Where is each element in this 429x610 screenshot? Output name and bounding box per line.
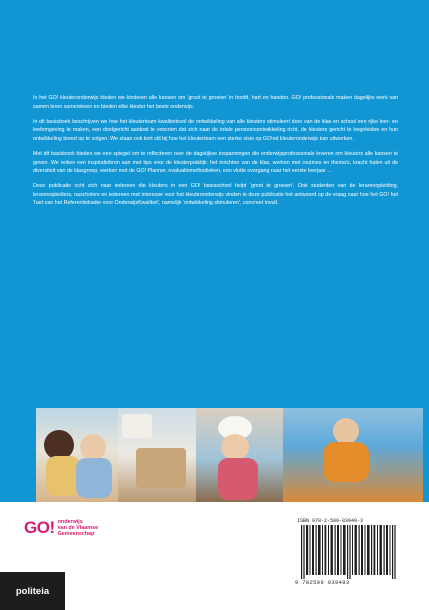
blurb-paragraph-1: In het GO! kleuteronderwijs bieden we kinderen alle kansen om ‘groot te groeien’ in hoofd, hart en handen. GO! professionals maken dagelijks werk van samen leren samenleven en bieden elke kleuter het beste onderwijs.: [33, 95, 398, 110]
go-mark: GO!: [24, 518, 55, 537]
barcode-digits: 9 782509 039493: [295, 580, 350, 586]
barcode-bars: [301, 525, 399, 579]
blurb-paragraph-2: In dit basisboek beschrijven we hoe het kleuterteam kwaliteitsvol de ontwikkeling van alle kleuters stimuleert door van de klas en school een rijke leer- en leefomgeving te maken, een doelgericht aanbod te voorzien dat zich naar de totale persoonsontwikkeling richt, de kleuters gericht te begeleiden en hun ontwikkeling breed op te volgen. We staan ook kort stil bij hoe het kleuterteam een sterke visie op GO!ed kleuteronderwijs kan uitwerken.: [33, 118, 398, 142]
photo-classroom: [118, 408, 196, 502]
barcode: [295, 518, 405, 596]
blurb-paragraph-4: Deze publicatie richt zich naar iedereen die kleuters in een GO! basisschool helpt ‘groot te groeien’. Ook studenten van de lerarenopleiding, lerarenopleiders, nascholers en iedereen met interesse voor het kleuteronderwijs vinden in deze publicatie het antwoord op de vraag naar hoe het GO! het ‘hart van het Referentiekader voor OnderwijsKwaliteit’, namelijk ‘ontwikkeling stimuleren’, concreet invult.: [33, 183, 398, 207]
go-logo: [24, 518, 98, 538]
isbn-text: ISBN 978-2-509-03949-3: [297, 518, 364, 524]
photo-children-playing: [36, 408, 118, 502]
photo-strip: [0, 408, 429, 502]
go-logo-text: onderwijs van de Vlaamse Gemeenschap: [57, 519, 99, 537]
blurb: [33, 94, 398, 215]
politeia-logo: [0, 572, 65, 610]
blurb-paragraph-3: Met dit basisboek bieden we een spiegel om te reflecteren over de dagelijkse inspanningen die onderwijsprofessionals leveren om kleuters alle kansen te geven. We reiken een inspiratiebron aan met tips voor de kleuterpraktijk: het inrichten van de klas, werken met routines en thema’s, kracht halen uit de diversiteit van de klasgroep, werken met de GO! Planner, evaluatiemethodieken, een vlotte overgang naar het eerste leerjaar …: [33, 150, 398, 175]
photo-child-helmet: [196, 408, 283, 502]
photo-child-water: [283, 408, 423, 502]
politeia-label: politeia: [15, 585, 50, 597]
